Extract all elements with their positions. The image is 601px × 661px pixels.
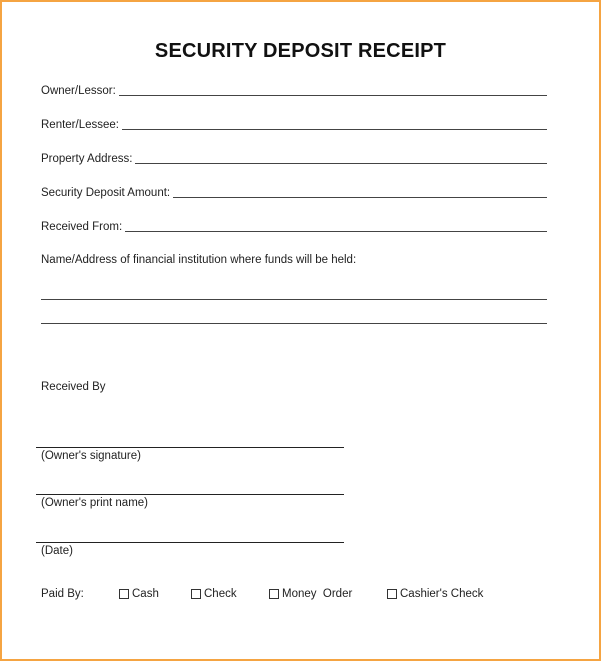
date-line[interactable] — [36, 542, 344, 543]
paid-by-label: Paid By: — [41, 588, 84, 600]
cashiers-check-option-label: Cashier's Check — [400, 588, 484, 600]
cash-checkbox[interactable] — [119, 589, 129, 599]
property-address-label: Property Address: — [41, 153, 133, 165]
check-option[interactable] — [191, 588, 237, 600]
money-order-checkbox[interactable] — [269, 589, 279, 599]
money-order-option[interactable] — [269, 588, 352, 600]
owner-lessor-label: Owner/Lessor: — [41, 85, 116, 97]
owner-print-name-caption: (Owner's print name) — [41, 497, 149, 509]
check-option-label: Check — [204, 588, 237, 600]
cash-option[interactable] — [119, 588, 159, 600]
owner-lessor-line[interactable] — [119, 95, 547, 96]
money-order-option-label: Money Order — [282, 588, 353, 600]
renter-lessee-label: Renter/Lessee: — [41, 119, 119, 131]
received-from-label: Received From: — [41, 221, 123, 233]
cashiers-check-checkbox[interactable] — [387, 589, 397, 599]
deposit-amount-label: Security Deposit Amount: — [41, 187, 171, 199]
renter-lessee-field[interactable] — [41, 116, 547, 132]
received-by-label: Received By — [41, 381, 106, 393]
received-from-field[interactable] — [41, 218, 547, 234]
institution-label: Name/Address of financial institution where funds will be held: — [41, 254, 357, 266]
owner-signature-caption: (Owner's signature) — [41, 450, 141, 462]
cash-option-label: Cash — [132, 588, 159, 600]
received-from-line[interactable] — [125, 231, 547, 232]
date-caption: (Date) — [41, 545, 73, 557]
property-address-field[interactable] — [41, 150, 547, 166]
check-checkbox[interactable] — [191, 589, 201, 599]
deposit-amount-field[interactable] — [41, 184, 547, 200]
cashiers-check-option[interactable] — [387, 588, 483, 600]
owner-signature-line[interactable] — [36, 447, 344, 448]
renter-lessee-line[interactable] — [122, 129, 547, 130]
institution-line-2[interactable] — [41, 323, 547, 324]
deposit-amount-line[interactable] — [173, 197, 547, 198]
owner-print-name-line[interactable] — [36, 494, 344, 495]
property-address-line[interactable] — [135, 163, 547, 164]
owner-lessor-field[interactable] — [41, 82, 547, 98]
document-title: SECURITY DEPOSIT RECEIPT — [154, 40, 447, 62]
institution-line-1[interactable] — [41, 299, 547, 300]
